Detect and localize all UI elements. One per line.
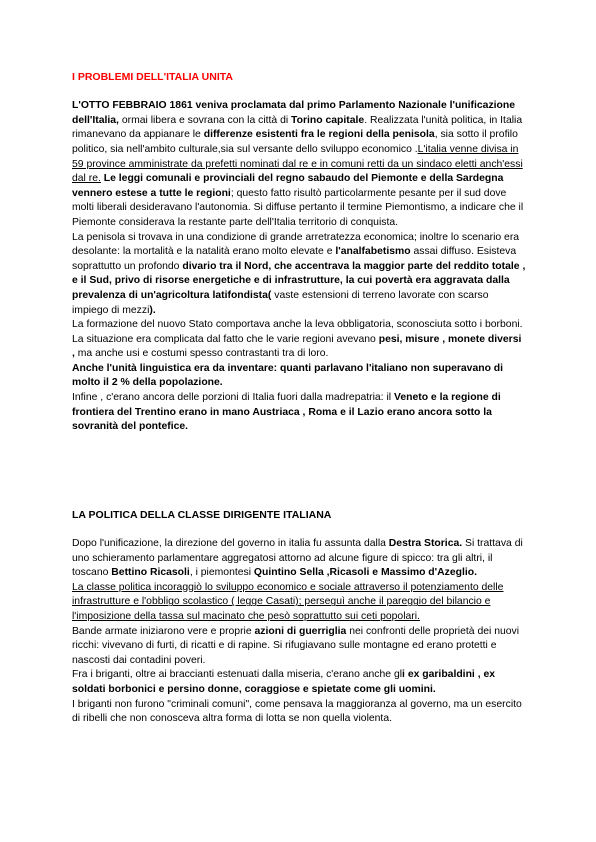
text-run: La situazione era complicata dal fatto che le varie regioni avevano xyxy=(72,333,379,345)
section-title-problemi: I PROBLEMI DELL'ITALIA UNITA xyxy=(72,71,233,83)
text-run: La formazione del nuovo Stato comportava anche la leva obbligatoria, sconosciuta sotto i borboni. xyxy=(72,319,523,331)
bold-text: Destra Storica. xyxy=(388,538,463,550)
bold-text: Veneto e la regione di frontiera del Trentino erano in mano Austriaca , Roma e il Lazio erano ancora sotto la sovranità del pontefice. xyxy=(72,392,501,433)
paragraph xyxy=(72,625,527,669)
text-run: La penisola si trovava in una condizione di grande arretratezza economica; inoltre lo scenario era desolante: la mortalità e la natalità erano molto elevate e xyxy=(72,231,520,258)
bold-text: pesi, misure , monete diversi , xyxy=(72,333,522,360)
paragraph xyxy=(72,318,527,333)
text-run: vaste estensioni di terreno lavorate con scarso impiego di mezzi xyxy=(72,289,489,316)
bold-text: ). xyxy=(149,304,156,316)
section-gap xyxy=(72,435,527,508)
paragraph xyxy=(72,231,527,319)
paragraph xyxy=(72,581,527,625)
text-run: Si trattava di uno schieramento parlamentare aggregatosi attorno ad alcune figure di spicco: tra gli altri, il toscano xyxy=(72,538,523,579)
text-run: Bande armate iniziarono vere e proprie xyxy=(72,625,255,637)
underlined-text: L'italia venne divisa in 59 province amministrate da prefetti nominati dal re e in comuni retti da un sindaco eletti anch'essi dal re. xyxy=(72,143,523,185)
bold-text: Le leggi comunali e provinciali del regno sabaudo del Piemonte e della Sardegna vennero estese a tutte le regioni xyxy=(72,173,504,199)
paragraph xyxy=(72,668,527,697)
text-run: assai diffuso. Esisteva soprattutto un profondo xyxy=(72,246,517,272)
bold-text: Torino capitale xyxy=(291,114,365,126)
document-body xyxy=(72,70,527,727)
text-run: , i piemontesi xyxy=(189,567,254,579)
text-run: I briganti non furono "criminali comuni", come pensava la maggioranza al governo, ma un esercito di ribelli che non conosceva altra forma di lotta se non quella violenta. xyxy=(72,698,522,725)
paragraph xyxy=(72,698,527,727)
text-run: Infine , c'erano ancora delle porzioni di Italia fuori dalla madrepatria: il xyxy=(72,392,394,404)
bold-text: divario tra il Nord, che accentrava la maggior parte del reddito totale , e il Sud, privo di risorse energetiche e di infrastrutture, la cui povertà era aggravata dalla prevalenza di un'agricoltura latifondista( xyxy=(72,260,526,301)
paragraph xyxy=(72,333,527,362)
underlined-text: La classe politica incoraggiò lo sviluppo economico e sociale attraverso il potenziamento delle infrastrutture e l'obbligo scolastico ( legge Casati); perseguì anche il pareggio del bilancio e l'imposizione della tassa sul macinato che pesò soprattutto sui ceti popolari. xyxy=(72,581,504,622)
bold-text: i ex garibaldini , ex soldati borbonici e persino donne, coraggiose e spietate come gli uomini. xyxy=(72,669,496,695)
bold-text: Anche l'unità linguistica era da inventare: quanti parlavano l'italiano non superavano di molto il 2 % della popolazione. xyxy=(72,362,504,389)
text-run: ormai libera e sovrana con la città di xyxy=(118,114,292,126)
section-title-politica: LA POLITICA DELLA CLASSE DIRIGENTE ITALIANA xyxy=(72,508,332,521)
text-run: Fra i briganti, oltre ai braccianti estenuati dalla miseria, c'erano anche gl xyxy=(72,669,403,681)
bold-text: Quintino Sella ,Ricasoli e Massimo d'Azeglio. xyxy=(253,567,477,579)
text-run: ma anche usi e costumi spesso contrastanti tra di loro. xyxy=(74,348,329,360)
text-run: . Realizzata l'unità politica, in Italia rimanevano da appianare le xyxy=(72,114,523,141)
text-run: Dopo l'unificazione, la direzione del governo in italia fu assunta dalla xyxy=(72,538,389,550)
text-run: , sia sotto il profilo politico, sia nell'ambito culturale,sia sul versante dello sviluppo economico . xyxy=(72,129,518,155)
paragraph xyxy=(72,391,527,435)
paragraph xyxy=(72,99,527,230)
bold-text: differenze esistenti fra le regioni della penisola xyxy=(203,129,435,141)
paragraph xyxy=(72,362,527,391)
paragraph xyxy=(72,537,527,581)
text-run: nei confronti delle proprietà dei nuovi ricchi: vivevano di furti, di ricatti e di rapine. Si rifugiavano sulle montagne ed erano protetti e nascosti dai contadini poveri. xyxy=(72,625,520,666)
bold-text: azioni di guerriglia xyxy=(254,625,347,637)
bold-text: l'analfabetismo xyxy=(335,246,411,258)
text-run: ; questo fatto risultò particolarmente pesante per il sud dove molti liberali desideravano l'autonomia. Si diffuse pertanto il termine Piemontismo, a indicare che il Piemonte considerava la restante parte dell'Italia territorio di conquista. xyxy=(72,187,524,228)
bold-text: Bettino Ricasoli xyxy=(111,567,190,579)
bold-text: L'OTTO FEBBRAIO 1861 veniva proclamata dal primo Parlamento Nazionale l'unificazione dell'Italia, xyxy=(72,100,516,126)
